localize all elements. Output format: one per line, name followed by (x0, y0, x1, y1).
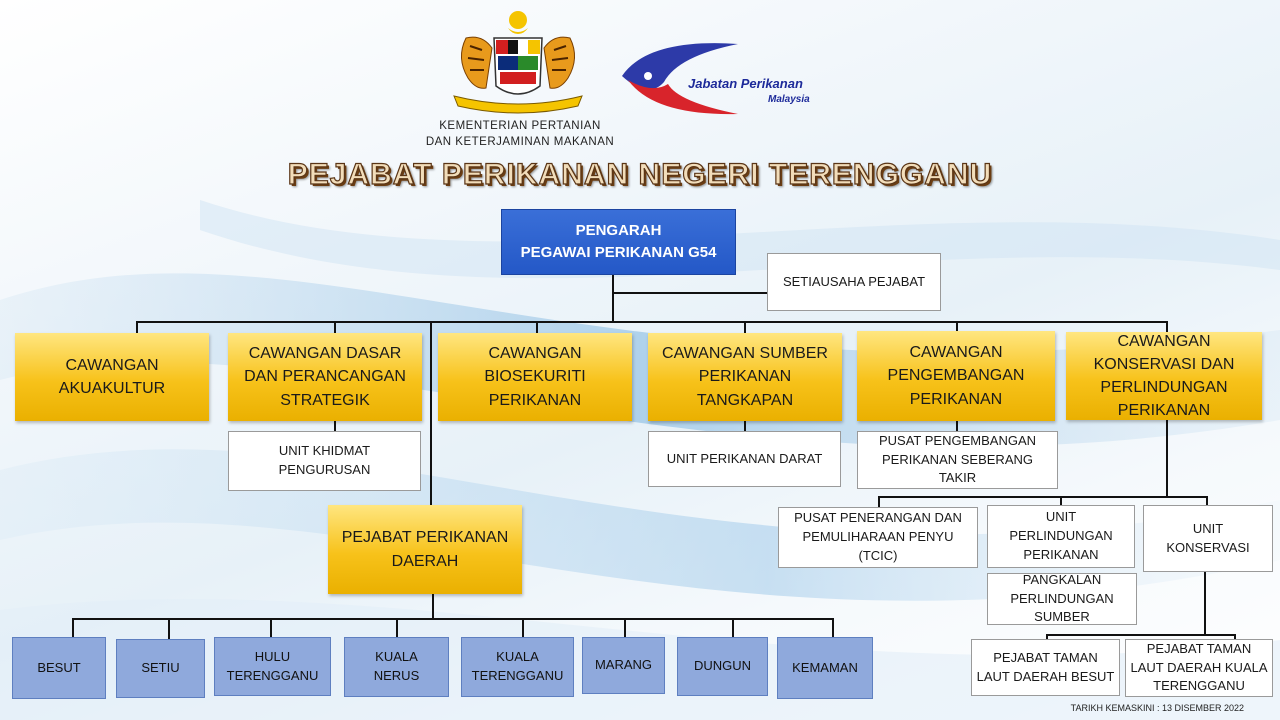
branch-dasar-perancangan: CAWANGAN DASAR DAN PERANCANGAN STRATEGIK (228, 333, 422, 421)
connector-district-6 (624, 618, 626, 638)
connector-district-8 (832, 618, 834, 638)
unit-konservasi: UNIT KONSERVASI (1143, 505, 1273, 572)
connector-konservasi-down (1166, 419, 1168, 497)
connector-district-4 (396, 618, 398, 638)
connector-district-3 (270, 618, 272, 638)
connector-to-district-office (430, 321, 432, 506)
unit-taman-laut-besut: PEJABAT TAMAN LAUT DAERAH BESUT (971, 639, 1120, 696)
district-besut: BESUT (12, 637, 106, 699)
branch-biosekuriti: CAWANGAN BIOSEKURITI PERIKANAN (438, 333, 632, 421)
district-kuala-nerus: KUALA NERUS (344, 637, 449, 697)
unit-seberang-takir: PUSAT PENGEMBANGAN PERIKANAN SEBERANG TAKIR (857, 431, 1058, 489)
district-kemaman: KEMAMAN (777, 637, 873, 699)
page-title: PEJABAT PERIKANAN NEGERI TERENGGANU (287, 158, 993, 191)
branch-sumber-tangkapan: CAWANGAN SUMBER PERIKANAN TANGKAPAN (648, 333, 842, 421)
district-dungun: DUNGUN (677, 637, 768, 696)
branch-konservasi-perlindungan: CAWANGAN KONSERVASI DAN PERLINDUNGAN PERIKANAN (1066, 332, 1262, 420)
connector-district-office-down (432, 594, 434, 620)
connector-district-1 (72, 618, 74, 638)
district-hulu-terengganu: HULU TERENGGANU (214, 637, 331, 696)
unit-tcic: PUSAT PENERANGAN DAN PEMULIHARAAN PENYU (TCIC) (778, 507, 978, 568)
connector-district-7 (732, 618, 734, 638)
connector-to-secretary (612, 292, 768, 294)
district-marang: MARANG (582, 637, 665, 694)
ministry-name: KEMENTERIAN PERTANIAN DAN KETERJAMINAN MAKANAN (425, 120, 615, 149)
secretary-box: SETIAUSAHA PEJABAT (767, 253, 941, 311)
jabatan-logo-text: Jabatan Perikanan (688, 76, 803, 91)
unit-perikanan-darat: UNIT PERIKANAN DARAT (648, 431, 841, 487)
last-updated-note: TARIKH KEMASKINI : 13 DISEMBER 2022 (1070, 703, 1244, 713)
coat-of-arms-logo (446, 8, 590, 116)
district-setiu: SETIU (116, 639, 205, 698)
connector-to-taman (1204, 571, 1206, 635)
connector-taman-bus (1046, 634, 1236, 636)
unit-perlindungan-perikanan: UNIT PERLINDUNGAN PERIKANAN (987, 505, 1135, 568)
district-office-box: PEJABAT PERIKANAN DAERAH (328, 505, 522, 594)
jabatan-logo-subtext: Malaysia (768, 94, 810, 105)
connector-districts-bus (72, 618, 834, 620)
connector-district-5 (522, 618, 524, 638)
district-kuala-terengganu: KUALA TERENGGANU (461, 637, 574, 697)
branch-pengembangan: CAWANGAN PENGEMBANGAN PERIKANAN (857, 331, 1055, 421)
unit-pangkalan-perlindungan: PANGKALAN PERLINDUNGAN SUMBER (987, 573, 1137, 625)
director-box: PENGARAH PEGAWAI PERIKANAN G54 (501, 209, 736, 275)
connector-district-2 (168, 618, 170, 640)
unit-taman-laut-kuala: PEJABAT TAMAN LAUT DAERAH KUALA TERENGGANU (1125, 639, 1273, 697)
branch-akuakultur: CAWANGAN AKUAKULTUR (15, 333, 209, 421)
connector-director-down (612, 274, 614, 322)
connector-konservasi-bus (878, 496, 1208, 498)
unit-khidmat-pengurusan: UNIT KHIDMAT PENGURUSAN (228, 431, 421, 491)
connector-branches-bus (136, 321, 1168, 323)
